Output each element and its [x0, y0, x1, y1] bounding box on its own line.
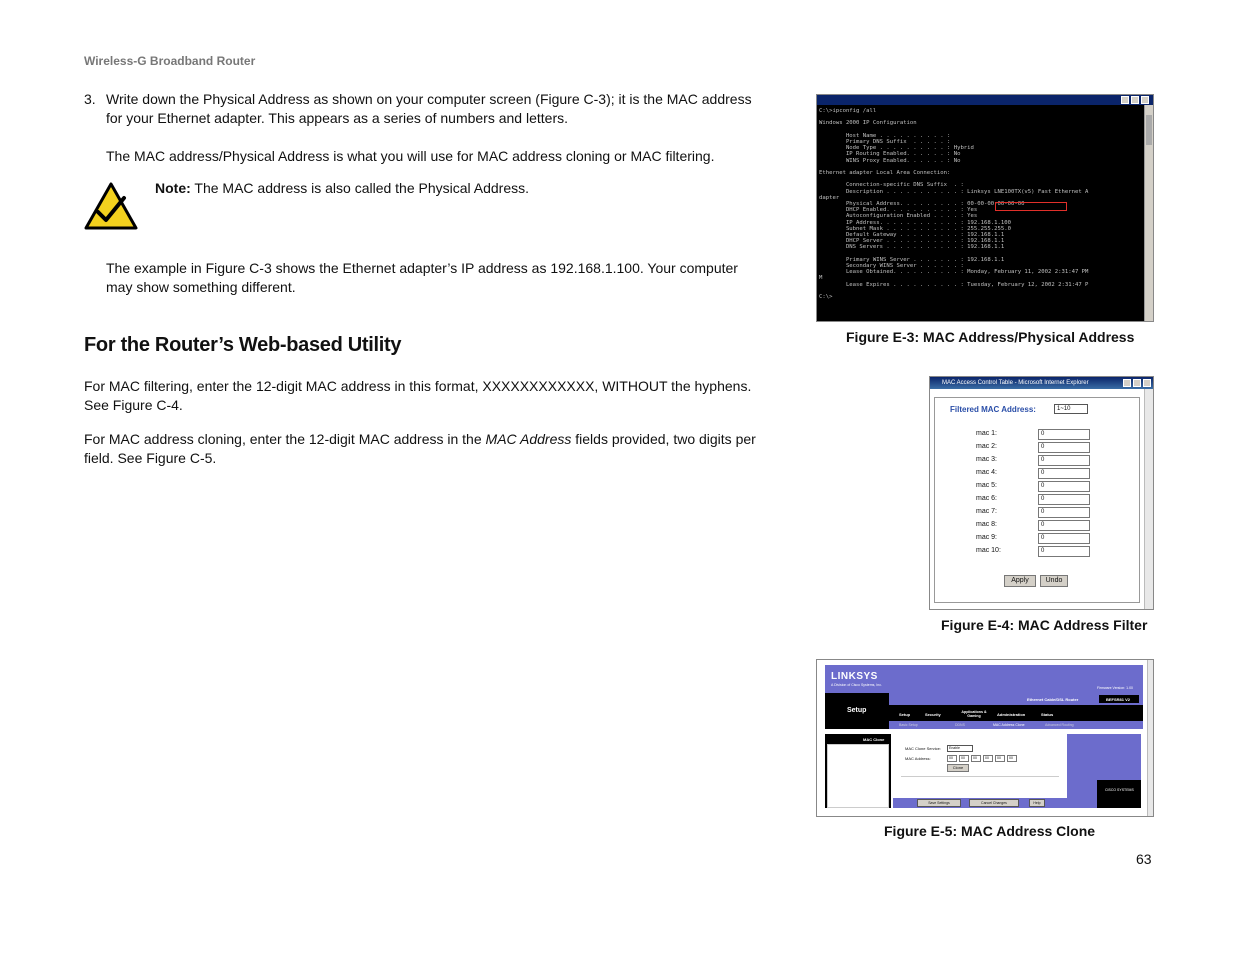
- setup-label: Setup: [847, 707, 867, 714]
- mac-row-input: 0: [1038, 507, 1090, 518]
- paragraph-mac-use: The MAC address/Physical Address is what you will use for MAC address cloning or MAC filtering.: [106, 148, 715, 164]
- mac-row-input: 0: [1038, 520, 1090, 531]
- physical-address-highlight: [995, 202, 1067, 211]
- mac-row-label: mac 7:: [976, 508, 998, 515]
- section-heading: For the Router’s Web-based Utility: [84, 334, 402, 356]
- mac-octet-field: 00: [959, 755, 969, 762]
- cancel-changes-button: Cancel Changes: [969, 799, 1019, 807]
- content-divider: [901, 776, 1059, 777]
- paragraph-cloning: [84, 430, 764, 468]
- running-head: Wireless-G Broadband Router: [84, 54, 256, 68]
- paragraph-filtering: For MAC filtering, enter the 12-digit MAC address in this format, XXXXXXXXXXXX, WITHOUT the hyphens. See Figure C-4.: [84, 378, 752, 413]
- save-settings-button: Save Settings: [917, 799, 961, 807]
- mac-row-label: mac 6:: [976, 495, 998, 502]
- cisco-block: [1097, 780, 1141, 808]
- clone-content: [893, 734, 1065, 798]
- filtered-mac-label: Filtered MAC Address:: [950, 405, 1036, 414]
- mac-row-input: 0: [1038, 494, 1090, 505]
- mac-row-label: mac 10:: [976, 547, 1001, 554]
- ie-scrollbar: [1144, 389, 1153, 609]
- close-icon: [1141, 96, 1149, 104]
- figure-e3-caption: Figure E-3: MAC Address/Physical Address: [846, 329, 1135, 345]
- paragraph-example: The example in Figure C-3 shows the Ethernet adapter’s IP address as 192.168.1.100. Your computer may show something different.: [106, 260, 738, 295]
- logo-subtitle: A Division of Cisco Systems, Inc.: [831, 683, 882, 687]
- close-icon: [1143, 379, 1151, 387]
- firmware-version: Firmware Version: 1.00: [1097, 686, 1133, 690]
- apply-button: Apply: [1004, 575, 1036, 587]
- clone-button: Clone: [947, 764, 969, 772]
- minimize-icon: [1121, 96, 1129, 104]
- scroll-thumb: [1146, 115, 1152, 145]
- mac-row-input: 0: [1038, 533, 1090, 544]
- model-number: BEFSR81 V2: [1106, 697, 1131, 702]
- product-name: Ethernet Cable/DSL Router: [1027, 697, 1079, 702]
- cloning-text-italic: MAC Address: [485, 431, 572, 447]
- console-output: C:\>ipconfig /all Windows 2000 IP Configuration Host Name . . . . . . . . . . : Primary DNS Suffix . . . . . : Node Type . . . . . . . . . . : Hybrid IP Routing Enabled. . . . . . : No WINS Proxy Enabled. . . . . . : No Ethernet adapter Local Area Connection: Connection-specific DNS Suffix . : Description . . . . . . . . . . . : Linksys LNE100TX(v5) Fast Ethernet A dapter Physical Address. . . . . . . . . : 00-00-00-00-00-00 DHCP Enabled. . . . . . . . . . . : Yes Autoconfiguration Enabled . . . . : Yes IP Address. . . . . . . . . . . . : 192.168.1.100 Subnet Mask . . . . . . . . . . . : 255.255.255.0 Default Gateway . . . . . . . . . : 192.168.1.1 DHCP Server . . . . . . . . . . . : 192.168.1.1 DNS Servers . . . . . . . . . . . : 192.168.1.1 Primary WINS Server . . . . . . . : 192.168.1.1 Secondary WINS Server . . . . . . : Lease Obtained. . . . . . . . . . : Monday, February 11, 2002 2:31:47 PM M Lease Expires . . . . . . . . . . : Tuesday, February 12, 2002 2:31:47 P C:\>: [819, 108, 1089, 301]
- subtab-basic-setup: Basic Setup: [899, 723, 918, 727]
- ie-titlebar: [930, 377, 1153, 389]
- minimize-icon: [1123, 379, 1131, 387]
- linksys-logo: LINKSYS: [831, 671, 878, 682]
- note-body: The MAC address is also called the Physical Address.: [190, 180, 530, 196]
- clone-service-label: MAC Clone Service:: [905, 746, 942, 751]
- mac-row-label: mac 5:: [976, 482, 998, 489]
- filter-panel: [934, 397, 1140, 603]
- tab-status: Status: [1041, 712, 1054, 717]
- tab-applications-gaming: Applications & Gaming: [961, 710, 987, 718]
- figure-e4-mac-filter: [929, 376, 1154, 610]
- filtered-range-select: 1~10: [1054, 404, 1088, 414]
- mac-octet-field: 00: [971, 755, 981, 762]
- figure-e5-caption: Figure E-5: MAC Address Clone: [884, 823, 1096, 839]
- mac-row-input: 0: [1038, 442, 1090, 453]
- mac-row-input: 0: [1038, 429, 1090, 440]
- cloning-text-after: fields provided, two digits per field. See Figure C-5.: [84, 431, 756, 466]
- mac-row-label: mac 2:: [976, 443, 998, 450]
- mac-row-input: 0: [1038, 481, 1090, 492]
- mac-row-label: mac 4:: [976, 469, 998, 476]
- subtab-ddns: DDNS: [955, 723, 965, 727]
- step-text: Write down the Physical Address as shown on your computer screen (Figure C-3); it is the MAC address for your Ethernet adapter. This appears as a series of numbers and letters.: [106, 91, 752, 126]
- mac-row-input: 0: [1038, 455, 1090, 466]
- step-number: 3.: [84, 91, 96, 107]
- cisco-logo: CISCO SYSTEMS: [1105, 788, 1134, 792]
- figure-e4-caption: Figure E-4: MAC Address Filter: [941, 617, 1148, 633]
- mac-row-label: mac 8:: [976, 521, 998, 528]
- mac-octet-field: 00: [983, 755, 993, 762]
- mac-address-label: MAC Address:: [905, 756, 931, 761]
- side-panel: [827, 744, 889, 808]
- console-titlebar: [817, 95, 1153, 105]
- console-scrollbar: [1144, 105, 1153, 321]
- cloning-text-before: For MAC address cloning, enter the 12-digit MAC address in the: [84, 431, 486, 447]
- figure-e3-console: [816, 94, 1154, 322]
- ie-window-title: MAC Access Control Table - Microsoft Internet Explorer: [942, 380, 1089, 386]
- undo-button: Undo: [1040, 575, 1068, 587]
- subtab-mac-address-clone: MAC Address Clone: [993, 723, 1025, 727]
- note: [155, 179, 755, 198]
- mac-octet-field: 00: [947, 755, 957, 762]
- subtab-advanced-routing: Advanced Routing: [1045, 723, 1074, 727]
- page-number: 63: [1136, 851, 1152, 867]
- clone-service-select: Enable: [947, 745, 973, 752]
- mac-row-input: 0: [1038, 468, 1090, 479]
- mac-row-label: mac 9:: [976, 534, 998, 541]
- maximize-icon: [1131, 96, 1139, 104]
- side-label: MAC Clone: [863, 737, 885, 742]
- figure-e5-mac-clone: [816, 659, 1154, 817]
- checkmark-note-icon: [84, 182, 138, 230]
- mac-row-input: 0: [1038, 546, 1090, 557]
- mac-octet-field: 00: [995, 755, 1005, 762]
- browser-scrollbar: [1147, 660, 1153, 816]
- tab-security: Security: [925, 712, 941, 717]
- maximize-icon: [1133, 379, 1141, 387]
- mac-row-label: mac 1:: [976, 430, 998, 437]
- help-button: Help: [1029, 799, 1045, 807]
- tab-setup: Setup: [899, 712, 911, 717]
- mac-row-label: mac 3:: [976, 456, 998, 463]
- note-label: Note:: [155, 180, 191, 196]
- mac-octet-field: 00: [1007, 755, 1017, 762]
- tab-administration: Administration: [997, 712, 1026, 717]
